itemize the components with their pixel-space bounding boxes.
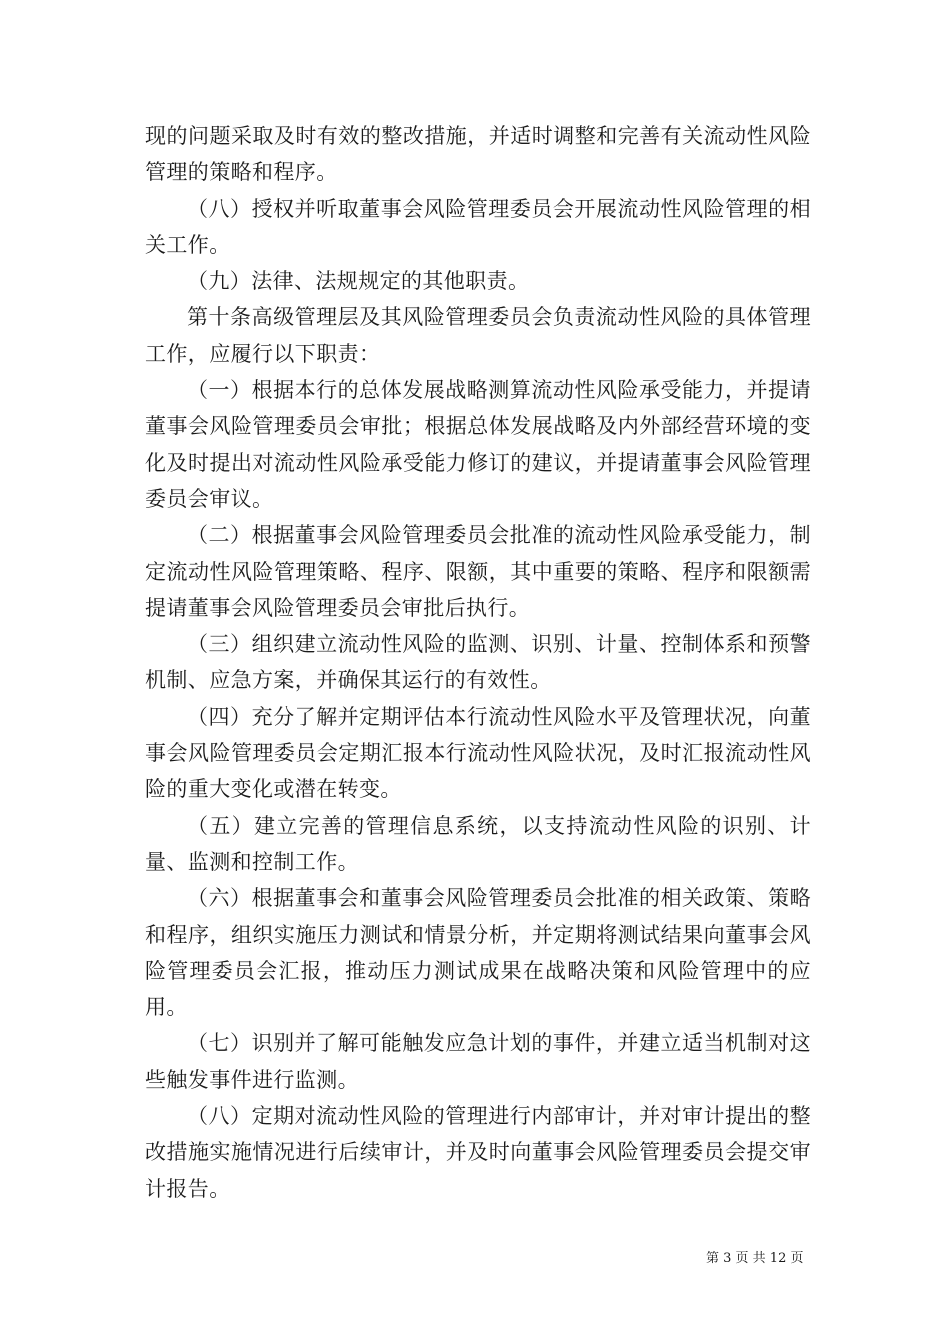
- paragraph-1: 现的问题采取及时有效的整改措施，并适时调整和完善有关流动性风险管理的策略和程序。: [145, 124, 811, 185]
- paragraph-4: 第十条高级管理层及其风险管理委员会负责流动性风险的具体管理工作，应履行以下职责：: [145, 305, 811, 366]
- paragraph-5: （一）根据本行的总体发展战略测算流动性风险承受能力，并提请董事会风险管理委员会审批；根据总体发展战略及内外部经营环境的变化及时提出对流动性风险承受能力修订的建议，并提请董事会风险管理委员会审议。: [145, 378, 811, 511]
- paragraph-11: （七）识别并了解可能触发应急计划的事件，并建立适当机制对这些触发事件进行监测。: [145, 1031, 811, 1092]
- document-body: [145, 118, 811, 1207]
- paragraph-12: （八）定期对流动性风险的管理进行内部审计，并对审计提出的整改措施实施情况进行后续审计，并及时向董事会风险管理委员会提交审计报告。: [145, 1104, 811, 1201]
- paragraph-3: （九）法律、法规规定的其他职责。: [187, 269, 530, 294]
- paragraph-9: （五）建立完善的管理信息系统，以支持流动性风险的识别、计量、监测和控制工作。: [145, 813, 811, 874]
- paragraph-2: （八）授权并听取董事会风险管理委员会开展流动性风险管理的相关工作。: [145, 196, 811, 257]
- page-number-footer: 第 3 页 共 12 页: [706, 1251, 804, 1266]
- paragraph-6: （二）根据董事会风险管理委员会批准的流动性风险承受能力，制定流动性风险管理策略、程序、限额，其中重要的策略、程序和限额需提请董事会风险管理委员会审批后执行。: [145, 523, 811, 620]
- paragraph-8: （四）充分了解并定期评估本行流动性风险水平及管理状况，向董事会风险管理委员会定期汇报本行流动性风险状况，及时汇报流动性风险的重大变化或潜在转变。: [145, 704, 811, 802]
- paragraph-7: （三）组织建立流动性风险的监测、识别、计量、控制体系和预警机制、应急方案，并确保其运行的有效性。: [145, 632, 811, 693]
- paragraph-10: （六）根据董事会和董事会风险管理委员会批准的相关政策、策略和程序，组织实施压力测试和情景分析，并定期将测试结果向董事会风险管理委员会汇报，推动压力测试成果在战略决策和风险管理中的应用。: [145, 886, 811, 1020]
